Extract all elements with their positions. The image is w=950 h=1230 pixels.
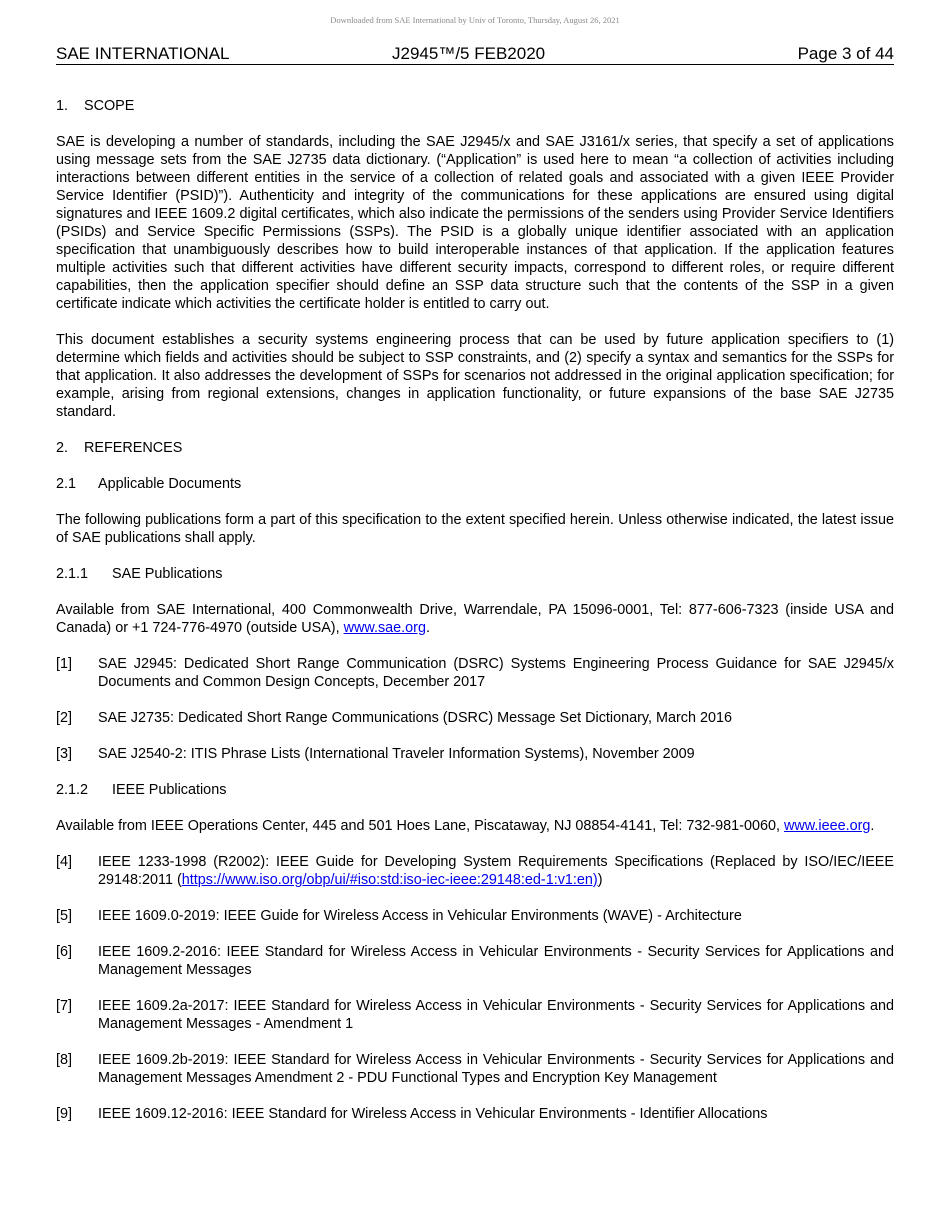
reference-text: SAE J2540-2: ITIS Phrase Lists (International Traveler Information Systems), November 2009 [98,746,695,762]
section-number: 2.1.2 [56,782,89,798]
reference-number: [4] [56,854,72,870]
reference-text: IEEE 1609.12-2016: IEEE Standard for Wireless Access in Vehicular Environments - Identifier Allocations [98,1106,768,1122]
section-title: Applicable Documents [98,476,242,492]
reference-number: [8] [56,1052,72,1068]
reference-text: IEEE 1609.0-2019: IEEE Guide for Wireless Access in Vehicular Environments (WAVE) - Architecture [98,908,742,924]
reference-item [56,907,894,925]
page-body [56,97,894,1141]
section-number: 2.1 [56,476,77,492]
section-title: IEEE Publications [112,782,227,798]
sae-website-link[interactable]: www.sae.org [343,620,426,636]
reference-item [56,997,894,1033]
reference-number: [7] [56,998,72,1014]
reference-text: SAE J2945: Dedicated Short Range Communication (DSRC) Systems Engineering Process Guidance for SAE J2945/x Documents and Common Design Concepts, December 2017 [98,656,894,690]
page-header [56,44,894,65]
section-heading-applicable-documents [56,475,894,493]
section-number: 2. [56,440,69,456]
punctuation: ) [597,872,603,888]
reference-item [56,1051,894,1087]
ieee-publications-availability [56,817,894,835]
reference-item [56,853,894,889]
section-heading-ieee-publications [56,781,894,799]
reference-body: IEEE 1233-1998 (R2002): IEEE Guide for Developing System Requirements Specifications (Replaced by ISO/IEC/IEEE 29148:2011 ( [98,854,894,888]
section-number: 2.1.1 [56,566,89,582]
reference-number: [3] [56,746,72,762]
reference-text: IEEE 1609.2-2016: IEEE Standard for Wireless Access in Vehicular Environments - Security Services for Applications and Management Messages [98,944,894,978]
ieee-website-link[interactable]: www.ieee.org [783,818,871,834]
applicable-documents-paragraph: The following publications form a part of this specification to the extent specified herein. Unless otherwise indicated, the latest issue of SAE publications shall apply. [56,512,894,546]
download-watermark: Downloaded from SAE International by Univ of Toronto, Thursday, August 26, 2021 [330,15,620,25]
scope-paragraph-2: This document establishes a security systems engineering process that can be used by future application specifiers to (1) determine which fields and activities should be subject to SSP constraints, and (2) specify a syntax and semantics for the SSPs for that application. It also addresses the development of SSPs for scenarios not addressed in the original application specification; for example, arising from regional extensions, changes in application functionality, or future expansions of the base SAE J2735 standard. [56,332,894,420]
availability-text: Available from SAE International, 400 Commonwealth Drive, Warrendale, PA 15096-0001, Tel: 877-606-7323 (inside USA and Canada) or +1 724-776-4970 (outside USA), [56,602,894,636]
reference-item [56,709,894,727]
reference-text: IEEE 1609.2a-2017: IEEE Standard for Wireless Access in Vehicular Environments - Security Services for Applications and Management Messages - Amendment 1 [98,998,894,1032]
reference-item [56,745,894,763]
reference-number: [5] [56,908,72,924]
reference-text [98,853,894,889]
scope-paragraph-1: SAE is developing a number of standards, including the SAE J2945/x and SAE J3161/x series, that specify a set of applications using message sets from the SAE J2735 data dictionary. (“Application” is used here to mean “a collection of activities including interactions between different entities in the service of a collection of related goals and associated with a given IEEE Provider Service Identifier (PSID)”). Authenticity and integrity of the communications for these applications are ensured using digital signatures and IEEE 1609.2 digital certificates, which also indicate the permissions of the senders using Provider Service Identifiers (PSIDs) and Service Specific Permissions (SSPs). The PSID is a globally unique identifier associated with an application specification that unambiguously describes how to build interoperable instances of that application. If the application features multiple activities such that different activities have different security impacts, correspond to different roles, or require different capabilities, then the application specifier should define an SSP data structure such that the contents of the SSP in a given certificate indicate which activities the certificate holder is entitled to carry out. [56,134,894,312]
header-document-id: J2945™/5 FEB2020 [392,44,546,63]
iso-obp-link[interactable]: https://www.iso.org/obp/ui/#iso:std:iso-iec-ieee:29148:ed-1:v1:en) [181,872,598,888]
reference-item [56,1105,894,1123]
section-heading-references [56,439,894,457]
reference-text: IEEE 1609.2b-2019: IEEE Standard for Wireless Access in Vehicular Environments - Security Services for Applications and Management Messages Amendment 2 - PDU Functional Types and Encryption Key Management [98,1052,894,1086]
sae-publications-availability [56,601,894,637]
section-title: SAE Publications [112,566,223,582]
header-organization: SAE INTERNATIONAL [56,44,230,63]
section-title: REFERENCES [84,440,183,456]
section-heading-scope [56,97,894,115]
section-title: SCOPE [84,98,135,114]
reference-number: [6] [56,944,72,960]
section-heading-sae-publications [56,565,894,583]
availability-text: Available from IEEE Operations Center, 445 and 501 Hoes Lane, Piscataway, NJ 08854-4141, Tel: 732-981-0060, [56,818,784,834]
reference-number: [1] [56,656,72,672]
reference-text: SAE J2735: Dedicated Short Range Communications (DSRC) Message Set Dictionary, March 2016 [98,710,733,726]
punctuation: . [425,620,430,636]
reference-item [56,655,894,691]
punctuation: . [870,818,875,834]
header-page-number: Page 3 of 44 [797,44,894,63]
reference-number: [9] [56,1106,72,1122]
reference-item [56,943,894,979]
reference-number: [2] [56,710,72,726]
section-number: 1. [56,98,69,114]
